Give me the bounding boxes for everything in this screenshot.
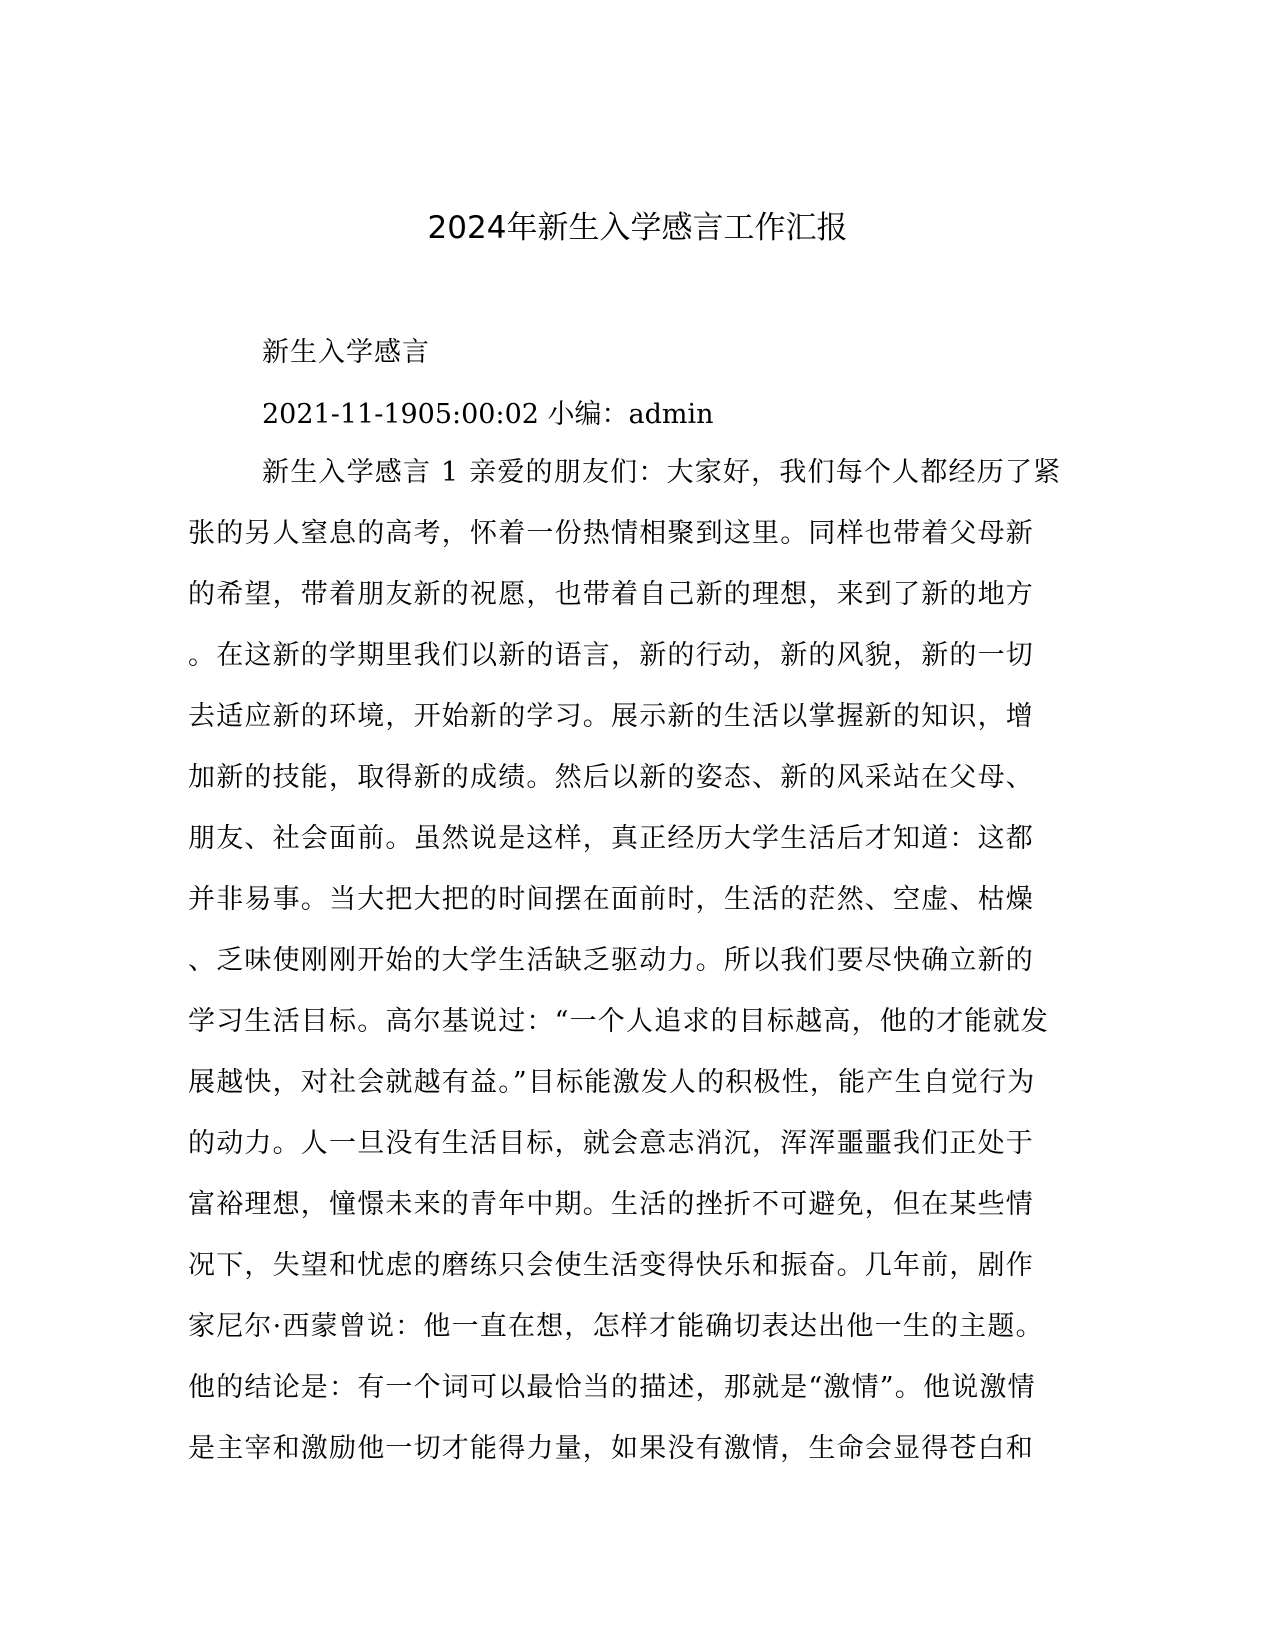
body-line: 是主宰和激励他一切才能得力量，如果没有激情，生命会显得苍白和	[188, 1433, 1034, 1464]
body-line: 他的结论是：有一个词可以最恰当的描述，那就是“激情”。他说激情	[188, 1372, 1036, 1403]
body-line: 况下，失望和忧虑的磨练只会使生活变得快乐和振奋。几年前，剧作	[188, 1250, 1034, 1281]
body-line: 家尼尔·西蒙曾说：他一直在想，怎样才能确切表达出他一生的主题。	[188, 1311, 1044, 1342]
body-line: 加新的技能，取得新的成绩。然后以新的姿态、新的风采站在父母、	[188, 762, 1034, 793]
body-line: 学习生活目标。高尔基说过：“一个人追求的目标越高，他的才能就发	[188, 1006, 1050, 1037]
body-line: 张的另人窒息的高考，怀着一份热情相聚到这里。同样也带着父母新	[188, 518, 1034, 549]
body-line: 并非易事。当大把大把的时间摆在面前时，生活的茫然、空虚、枯燥	[188, 884, 1034, 915]
body-line: 展越快，对社会就越有益。”目标能激发人的积极性，能产生自觉行为	[188, 1067, 1036, 1098]
body-line: 富裕理想，憧憬未来的青年中期。生活的挫折不可避免，但在某些情	[188, 1189, 1034, 1220]
body-line: 、乏味使刚刚开始的大学生活缺乏驱动力。所以我们要尽快确立新的	[188, 945, 1034, 976]
document-title: 2024年新生入学感言工作汇报	[427, 210, 848, 246]
body-line: 的动力。人一旦没有生活目标，就会意志消沉，浑浑噩噩我们正处于	[188, 1128, 1034, 1159]
body-text	[188, 455, 1068, 1492]
body-line: 去适应新的环境，开始新的学习。展示新的生活以掌握新的知识，增	[188, 701, 1034, 732]
section-heading: 新生入学感言	[262, 337, 430, 368]
body-line: 的希望，带着朋友新的祝愿，也带着自己新的理想，来到了新的地方	[188, 579, 1034, 610]
body-line: 朋友、社会面前。虽然说是这样，真正经历大学生活后才知道：这都	[188, 823, 1034, 854]
post-meta: 2021-11-1905:00:02 小编：admin	[262, 399, 714, 430]
body-line: 。在这新的学期里我们以新的语言，新的行动，新的风貌，新的一切	[188, 640, 1034, 671]
body-line: 新生入学感言 1 亲爱的朋友们：大家好，我们每个人都经历了紧	[262, 457, 1062, 488]
